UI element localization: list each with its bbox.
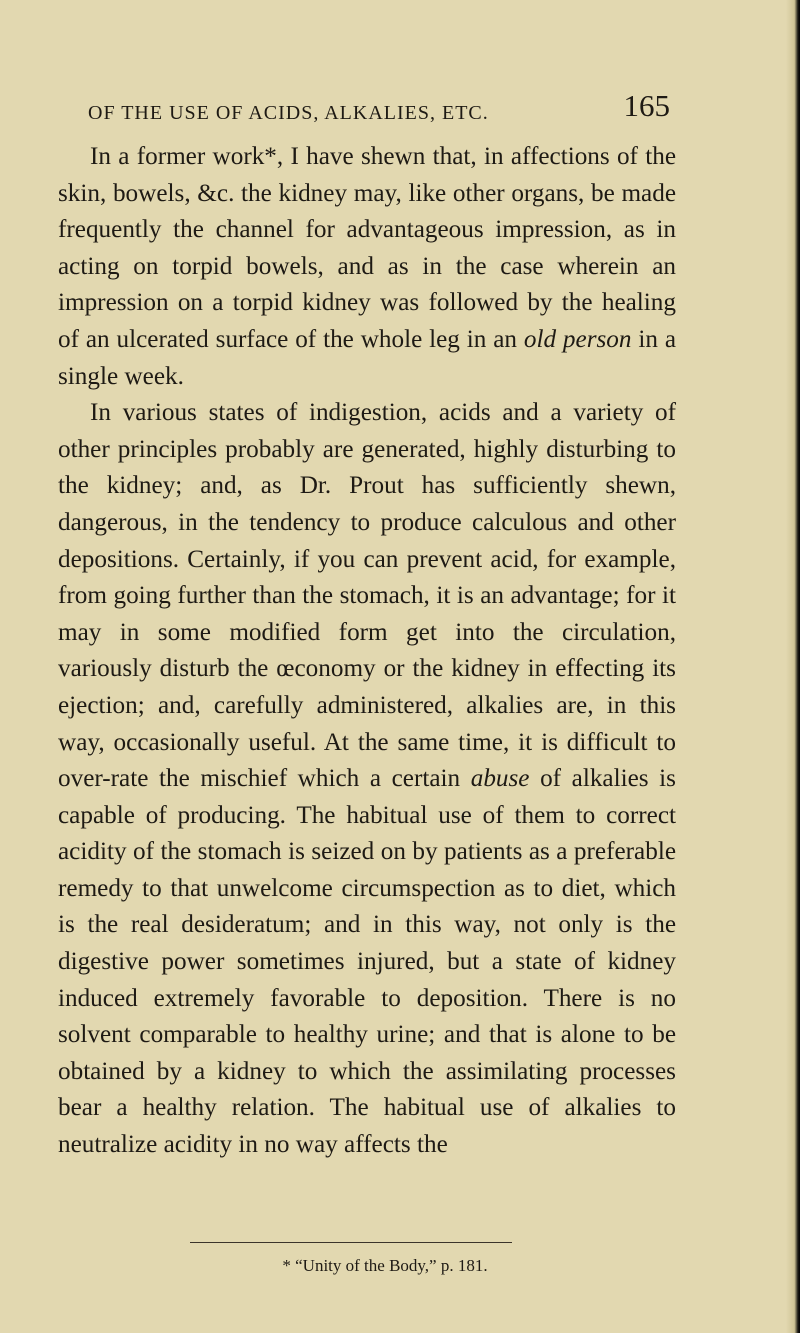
paragraph-2 bbox=[58, 395, 676, 1163]
paragraph-1-text-b: in a single week. bbox=[58, 325, 677, 390]
page-number: 165 bbox=[623, 88, 670, 123]
paragraph-1-text-a: In a former work*, I have shewn that, in affections of the skin, bowels, &c. the kidney may, like other organs, be made frequently the channel for advantageous impression, as in acting on torpid bowels, and as in the case wherein an impression on a torpid kidney was followed by the healing of an ulcerated surface of the whole leg in an bbox=[58, 143, 676, 353]
paragraph-2-text-b: of alkalies is capable of producing. The habitual use of them to correct acidity of the stomach is seized on by patients as a preferable remedy to that unwelcome circumspection as to diet, which is the real desideratum; and in this way, not only is the digestive power sometimes injured, but a state of kidney induced extremely favorable to deposition. There is no solvent comparable to healthy urine; and that is alone to be obtained by a kidney to which the assimilating processes bear a healthy relation. The habitual use of alkalies to neutralize acidity in no way affects the bbox=[58, 765, 676, 1159]
footnote: * “Unity of the Body,” p. 181. bbox=[282, 1256, 488, 1275]
paragraph-1 bbox=[58, 139, 676, 395]
running-title: OF THE USE OF ACIDS, ALKALIES, ETC. bbox=[88, 102, 489, 124]
body-text bbox=[58, 139, 676, 1164]
paragraph-2-emphasis: abuse bbox=[470, 765, 530, 793]
running-head bbox=[88, 88, 670, 128]
footnote-rule bbox=[190, 1242, 512, 1243]
page-edge-shadow bbox=[786, 0, 800, 1333]
paragraph-1-emphasis: old person bbox=[523, 325, 632, 353]
paragraph-2-text-a: In various states of indigestion, acids and a variety of other principles probably are generated, highly disturbing to the kidney; and, as Dr. Prout has sufficiently shewn, dangerous, in the tendency to produce calculous and other depositions. Certainly, if you can prevent acid, for example, from going further than the stomach, it is an advantage; for it may in some modified form get into the circulation, variously disturb the œconomy or the kidney in effecting its ejection; and, carefully administered, alkalies are, in this way, occasionally useful. At the same time, it is difficult to over-rate the mischief which a certain bbox=[58, 399, 676, 793]
